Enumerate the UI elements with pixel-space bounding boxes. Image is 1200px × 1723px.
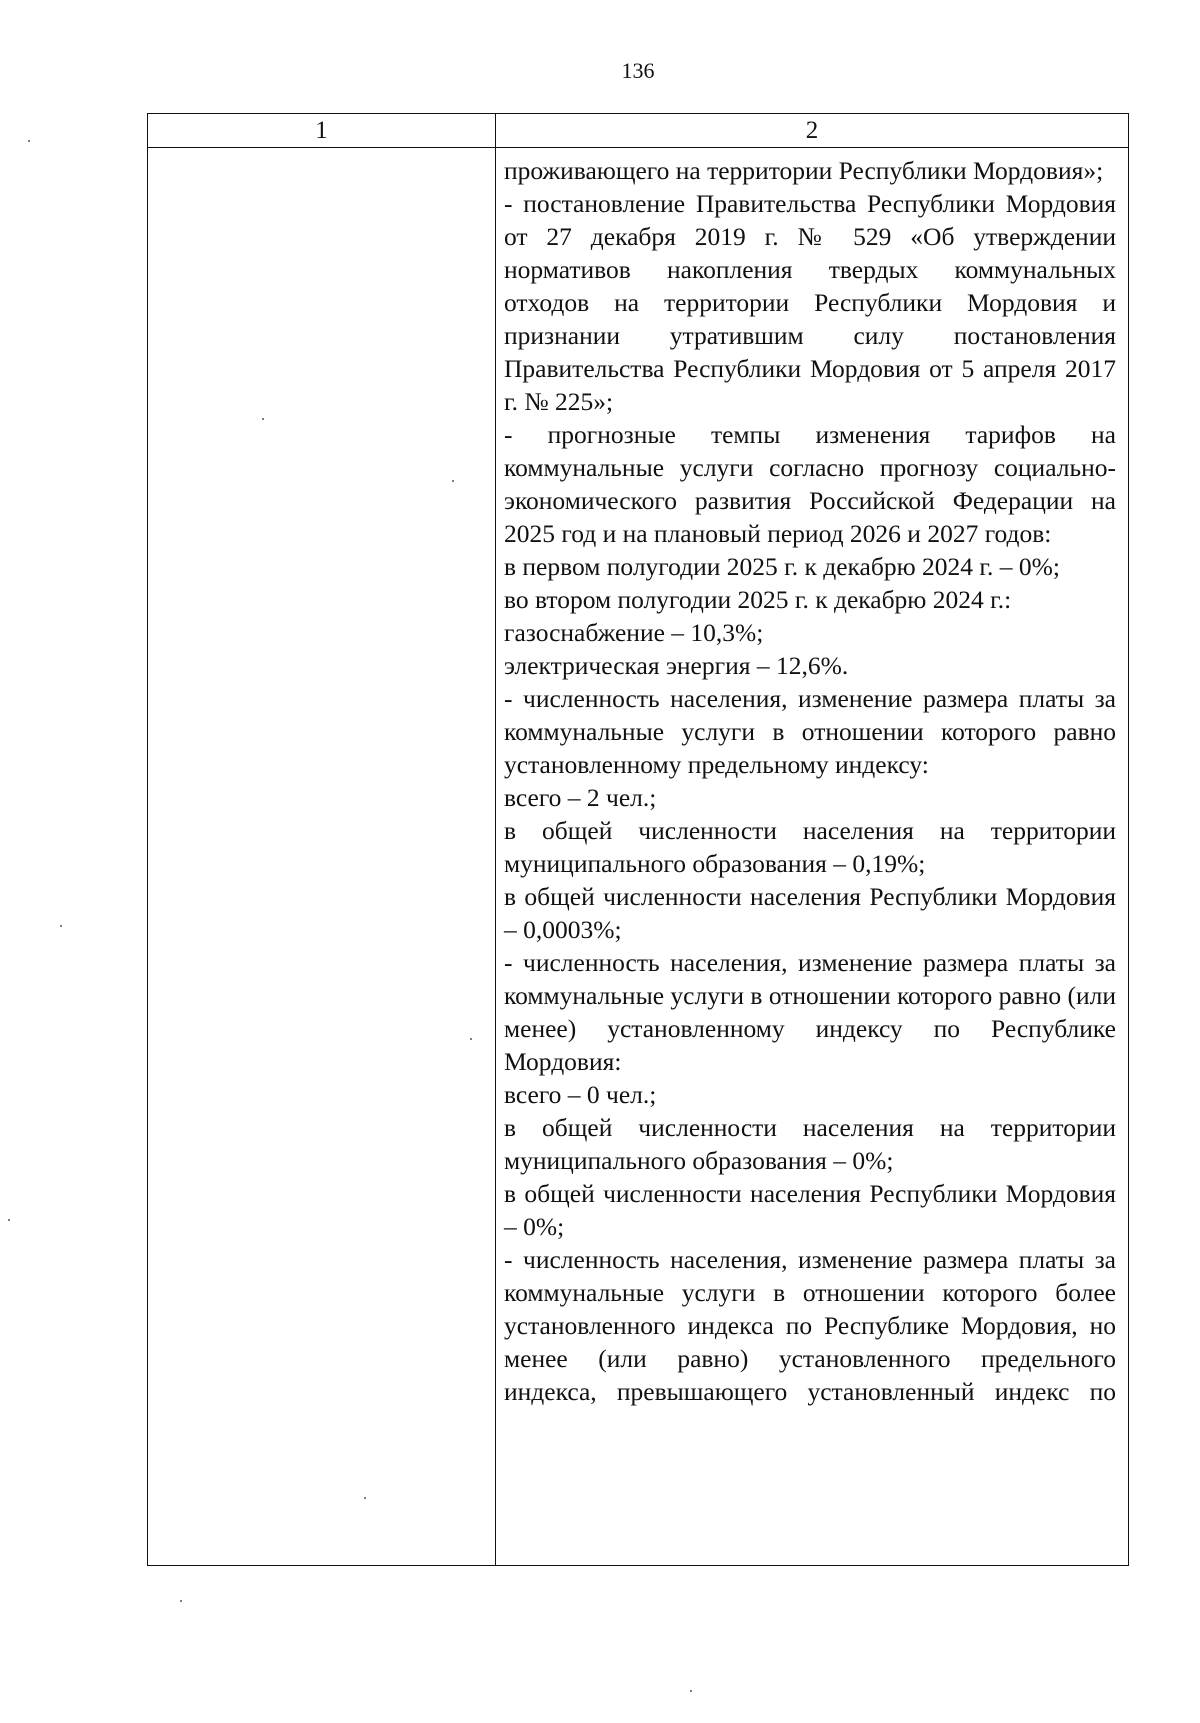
paragraph-1: проживающего на территории Республики Мордовия»; [504,156,1104,185]
column-header-2: 2 [805,117,819,144]
paragraph-12: - численность населения, изменение размера платы за коммунальные услуги в отношении которого равно (или менее) установленному индексу по Республике Мордовия: [504,948,1116,1076]
scan-speck [180,1600,182,1602]
paragraph-5: во втором полугодии 2025 г. к декабрю 2024 г.: [504,585,1012,614]
paragraph-13: всего – 0 чел.; [504,1080,657,1109]
scan-speck [60,925,62,927]
page-number: 136 [621,58,655,83]
header-row-divider [148,147,1128,148]
paragraph-9: всего – 2 чел.; [504,783,657,812]
column-header-1: 1 [315,117,328,144]
column-2-content [504,154,1116,1408]
paragraph-16: - численность населения, изменение размера платы за коммунальные услуги в отношении которого более установленного индекса по Республике Мордовия, но менее (или равно) установленного предельного индекса, превышающего установленный индекс по [504,1245,1116,1406]
scan-speck [262,418,264,420]
scan-speck [364,1497,366,1499]
paragraph-10: в общей численности населения на территории муниципального образования – 0,19%; [504,816,1116,878]
paragraph-6: газоснабжение – 10,3%; [504,618,764,647]
paragraph-3: - прогнозные темпы изменения тарифов на коммунальные услуги согласно прогнозу социально-экономического развития Российской Федерации на 2025 год и на плановый период 2026 и 2027 годов: [504,420,1116,548]
paragraph-4: в первом полугодии 2025 г. к декабрю 2024 г. – 0%; [504,552,1060,581]
paragraph-8: - численность населения, изменение размера платы за коммунальные услуги в отношении которого равно установленному предельному индексу: [504,684,1116,779]
scan-speck [8,1219,10,1221]
paragraph-7: электрическая энергия – 12,6%. [504,651,849,680]
paragraph-14: в общей численности населения на территории муниципального образования – 0%; [504,1113,1116,1175]
scan-speck [470,1038,472,1040]
paragraph-11: в общей численности населения Республики Мордовия – 0,0003%; [504,882,1116,944]
paragraph-15: в общей численности населения Республики Мордовия – 0%; [504,1179,1116,1241]
scan-speck [690,1690,692,1692]
scan-speck [28,140,30,142]
paragraph-2: - постановление Правительства Республики Мордовия от 27 декабря 2019 г. № 529 «Об утверждении нормативов накопления твердых коммунальных отходов на территории Республики Мордовия и признании утратившим силу постановления Правительства Республики Мордовия от 5 апреля 2017 г. № 225»; [504,189,1116,416]
document-table [147,113,1129,1566]
scan-speck [452,480,454,482]
column-divider [495,114,496,1565]
